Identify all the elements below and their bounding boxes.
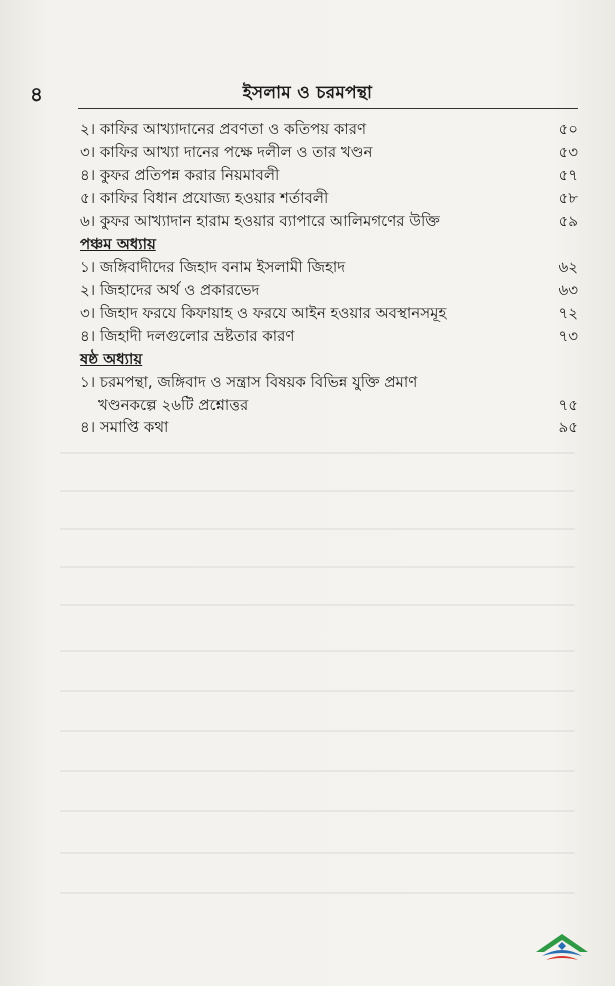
toc-entry <box>78 416 578 439</box>
toc-entry-title: ১। জঙ্গিবাদীদের জিহাদ বনাম ইসলামী জিহাদ <box>80 258 346 276</box>
toc-entry-page: ৭৩ <box>558 327 578 345</box>
toc-entry-title: ২। কাফির আখ্যাদানের প্রবণতা ও কতিপয় কারণ <box>80 120 367 138</box>
toc-entry-page: ৫০ <box>558 120 578 138</box>
toc-entry <box>78 187 578 210</box>
toc-entry-page: ৫৮ <box>558 189 578 207</box>
toc-entry <box>78 164 578 187</box>
bleed-through-line <box>60 690 575 692</box>
running-head-title: ইসলাম ও চরমপন্থা <box>242 83 373 103</box>
toc-entry-page: ৭৫ <box>558 396 578 414</box>
toc-entry-title: ৬। কুফর আখ্যাদান হারাম হওয়ার ব্যাপারে আলিমগণের উক্তি <box>80 212 440 230</box>
toc-entry-title: ৪। সমাপ্তি কথা <box>80 418 169 436</box>
toc-entry-title: ১। চরমপন্থা, জঙ্গিবাদ ও সন্ত্রাস বিষয়ক বিভিন্ন যুক্তি প্রমাণ <box>80 373 418 391</box>
toc-entry-page: ৫৩ <box>558 143 578 161</box>
bleed-through-line <box>60 810 575 812</box>
bleed-through-line <box>60 604 575 606</box>
bleed-through-line <box>60 452 575 454</box>
toc-entry-title: ৫। কাফির বিধান প্রযোজ্য হওয়ার শর্তাবলী <box>80 189 329 207</box>
page-number: ৪ <box>30 82 43 106</box>
toc-entry <box>78 210 578 233</box>
toc-entry-page: ৭২ <box>558 304 578 322</box>
header-rule <box>78 108 578 109</box>
chapter-five-heading: পঞ্চম অধ্যায় <box>80 235 156 253</box>
toc-entry-title: ৩। কাফির আখ্যা দানের পক্ষে দলীল ও তার খণ্ডন <box>80 143 373 161</box>
toc-entry-title: খণ্ডনকল্পে ২৬টি প্রশ্নোত্তর <box>98 396 249 414</box>
toc-entry-page: ৬২ <box>558 258 578 276</box>
toc-chapter-heading <box>78 348 578 371</box>
toc-entry <box>78 302 578 325</box>
toc-entry <box>78 325 578 348</box>
toc-entry-title: ৩। জিহাদ ফরযে কিফায়াহ ও ফরযে আইন হওয়ার অবস্থানসমূহ <box>80 304 447 322</box>
chapter-six-heading: ষষ্ঠ অধ্যায় <box>80 350 143 368</box>
bleed-through-line <box>60 528 575 530</box>
toc-entry-continuation <box>78 394 578 416</box>
toc-chapter-heading <box>78 233 578 256</box>
toc-entry <box>78 279 578 302</box>
table-of-contents <box>78 118 578 439</box>
toc-entry-page: ৫৯ <box>558 212 578 230</box>
toc-entry-page: ৬৩ <box>558 281 578 299</box>
toc-entry-page: ৯৫ <box>558 418 578 436</box>
bleed-through-line <box>60 852 575 854</box>
toc-entry-page: ৫৭ <box>558 166 578 184</box>
toc-entry <box>78 141 578 164</box>
toc-entry <box>78 118 578 141</box>
bleed-through-line <box>60 892 575 894</box>
bleed-through-line <box>60 770 575 772</box>
bleed-through-line <box>60 730 575 732</box>
toc-entry <box>78 371 578 394</box>
bleed-through-line <box>60 566 575 568</box>
toc-entry-title: ২। জিহাদের অর্থ ও প্রকারভেদ <box>80 281 260 299</box>
bleed-through-line <box>60 490 575 492</box>
bleed-through-line <box>60 650 575 652</box>
toc-entry <box>78 256 578 279</box>
publisher-logo-icon <box>532 926 592 966</box>
toc-entry-title: ৪। জিহাদী দলগুলোর ভ্রষ্টতার কারণ <box>80 327 295 345</box>
toc-entry-title: ৪। কুফর প্রতিপন্ন করার নিয়মাবলী <box>80 166 280 184</box>
